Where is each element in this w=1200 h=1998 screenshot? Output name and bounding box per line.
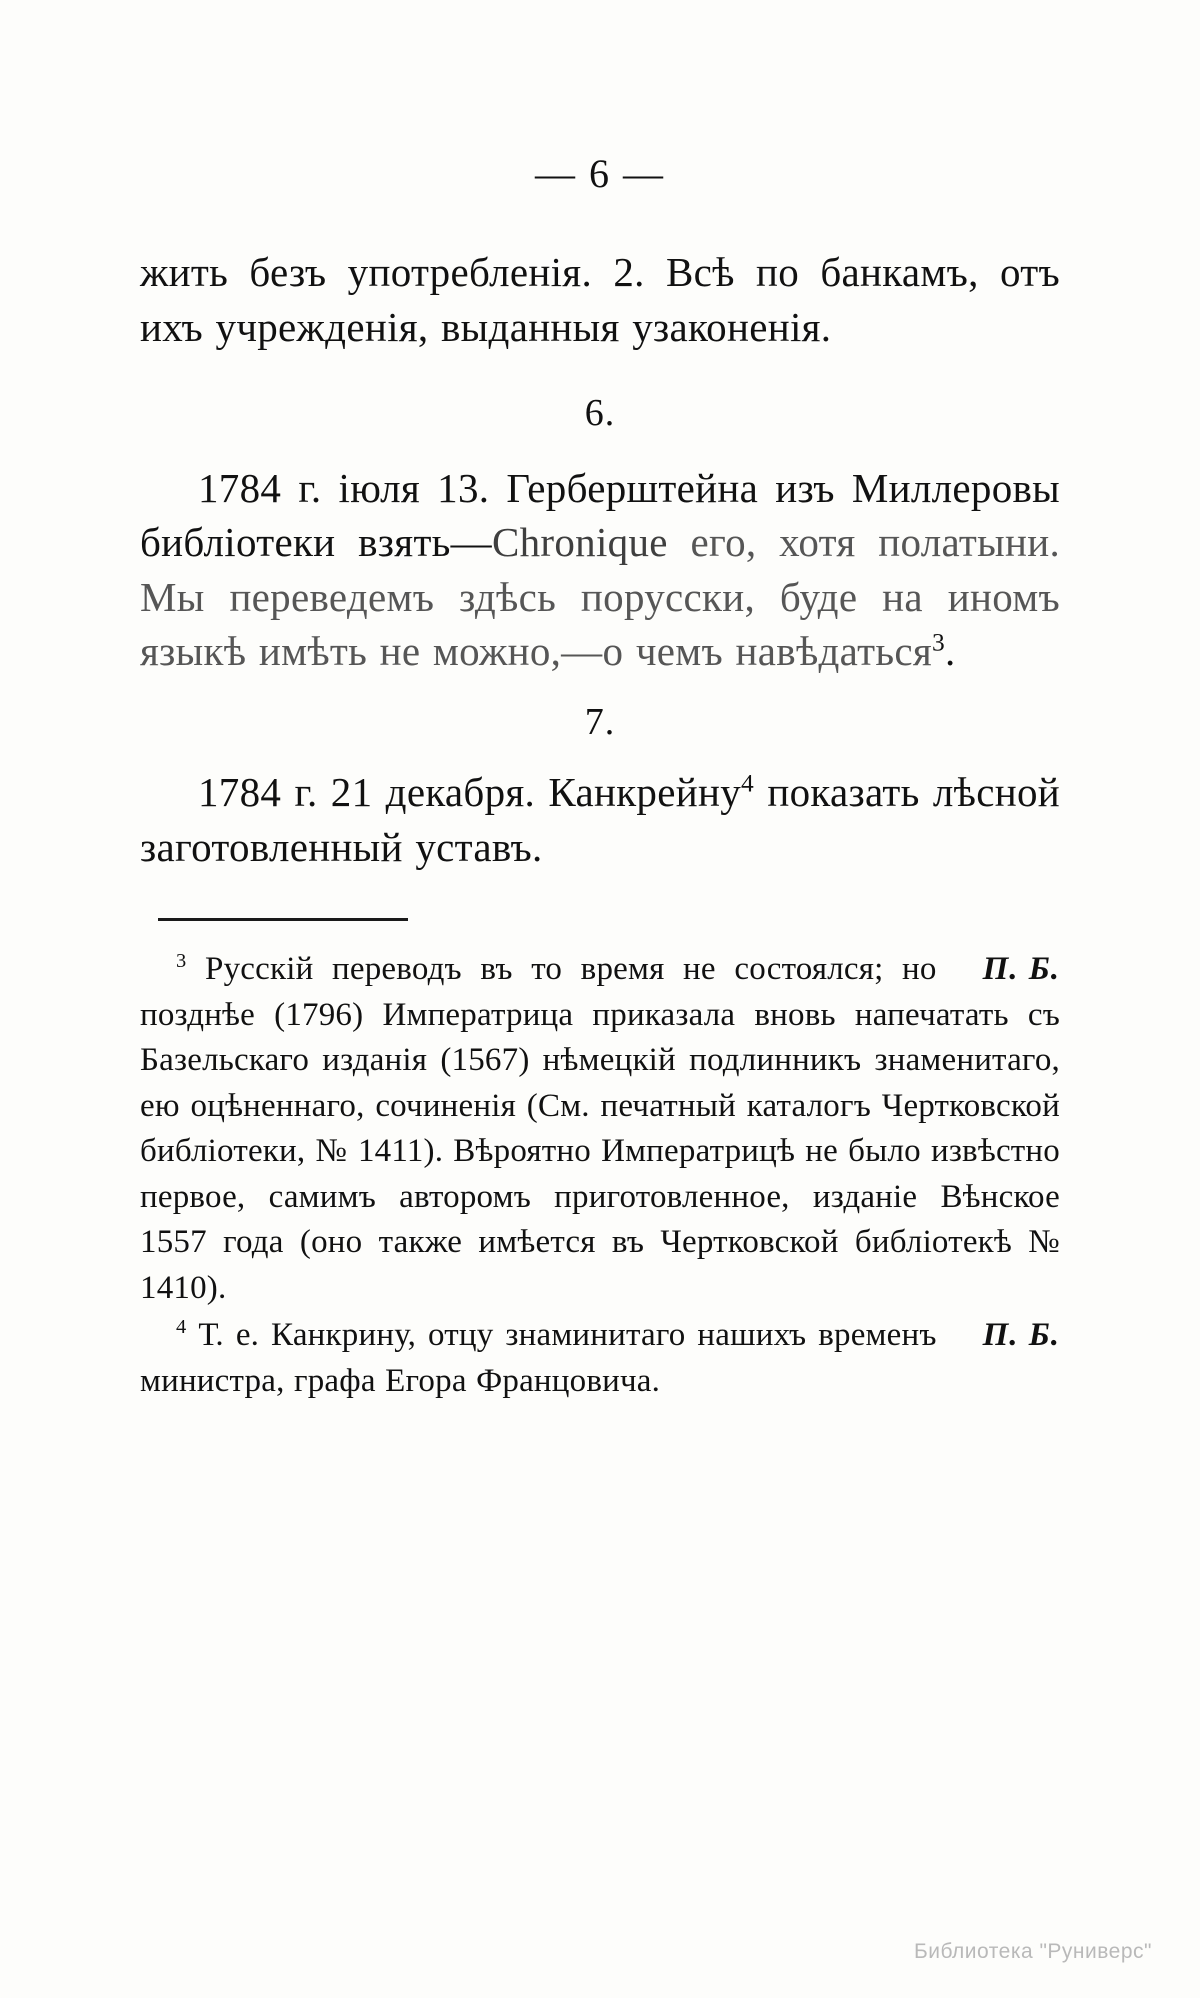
footnote-marker-4-ref: 4 — [741, 769, 755, 798]
footnote-marker-3-ref: 3 — [931, 628, 945, 657]
footnotes-block — [140, 947, 1060, 1404]
footnote-3-signature: П. Б. — [982, 951, 1060, 988]
paragraph-continuation: жить безъ употребленія. 2. Всѣ по банкамъ, отъ ихъ учрежденія, выданныя узаконенія. — [140, 249, 1060, 350]
footnote-3 — [140, 947, 1060, 1311]
body-text-block — [140, 245, 1060, 874]
footnote-3-text: Русскій переводъ въ то время не состоялся; но позднѣе (1796) Императрица приказала вновь напечатать съ Базельскаго изданія (1567) нѣмецкій подлинникъ знаменитаго, ею оцѣненнаго, сочиненія (См. печатный каталогъ Чертковской библіотеки, № 1411). Вѣроятно Императрицѣ не было извѣстно первое, самимъ авторомъ приготовленное, изданіе Вѣнское 1557 года (оно также имѣется въ Чертковской библіотекѣ № 1410). — [140, 951, 1060, 1306]
footnote-4-signature: П. Б. — [982, 1317, 1060, 1354]
page-number: — 6 — — [535, 151, 665, 196]
paragraph-section-6 — [140, 461, 1060, 679]
section-heading-6: 6. — [584, 392, 616, 435]
footnote-4-text: Т. е. Канкрину, отцу знаминитаго нашихъ временъ министра, графа Егора Францовича. — [140, 1317, 937, 1399]
library-watermark: Библиотека "Руниверс" — [913, 1940, 1152, 1963]
section-6-text-part2: его, хотя полатыни. Мы переведемъ здѣсь порусски, буде на иномъ языкѣ имѣть не можно,—о чемъ навѣдаться — [140, 519, 1060, 675]
footnote-4-marker: 4 — [176, 1316, 187, 1339]
footnote-4 — [140, 1313, 1060, 1404]
section-6-latin-term: Chronique — [491, 519, 668, 566]
section-7-text-part1: 1784 г. 21 декабря. Канкрейну — [198, 769, 742, 816]
page-content — [140, 150, 1060, 1407]
section-7-text-part2: показать лѣсной заготовленный уставъ. — [140, 769, 1060, 870]
footnote-separator-rule — [158, 918, 408, 921]
section-heading-7: 7. — [584, 700, 616, 743]
paragraph-section-7 — [140, 765, 1060, 874]
section-6-text-part1: 1784 г. іюля 13. Герберштейна изъ Миллеровы библіотеки взять— — [140, 464, 1060, 566]
section-6-text-end: . — [945, 628, 956, 675]
footnote-3-marker: 3 — [176, 950, 187, 973]
